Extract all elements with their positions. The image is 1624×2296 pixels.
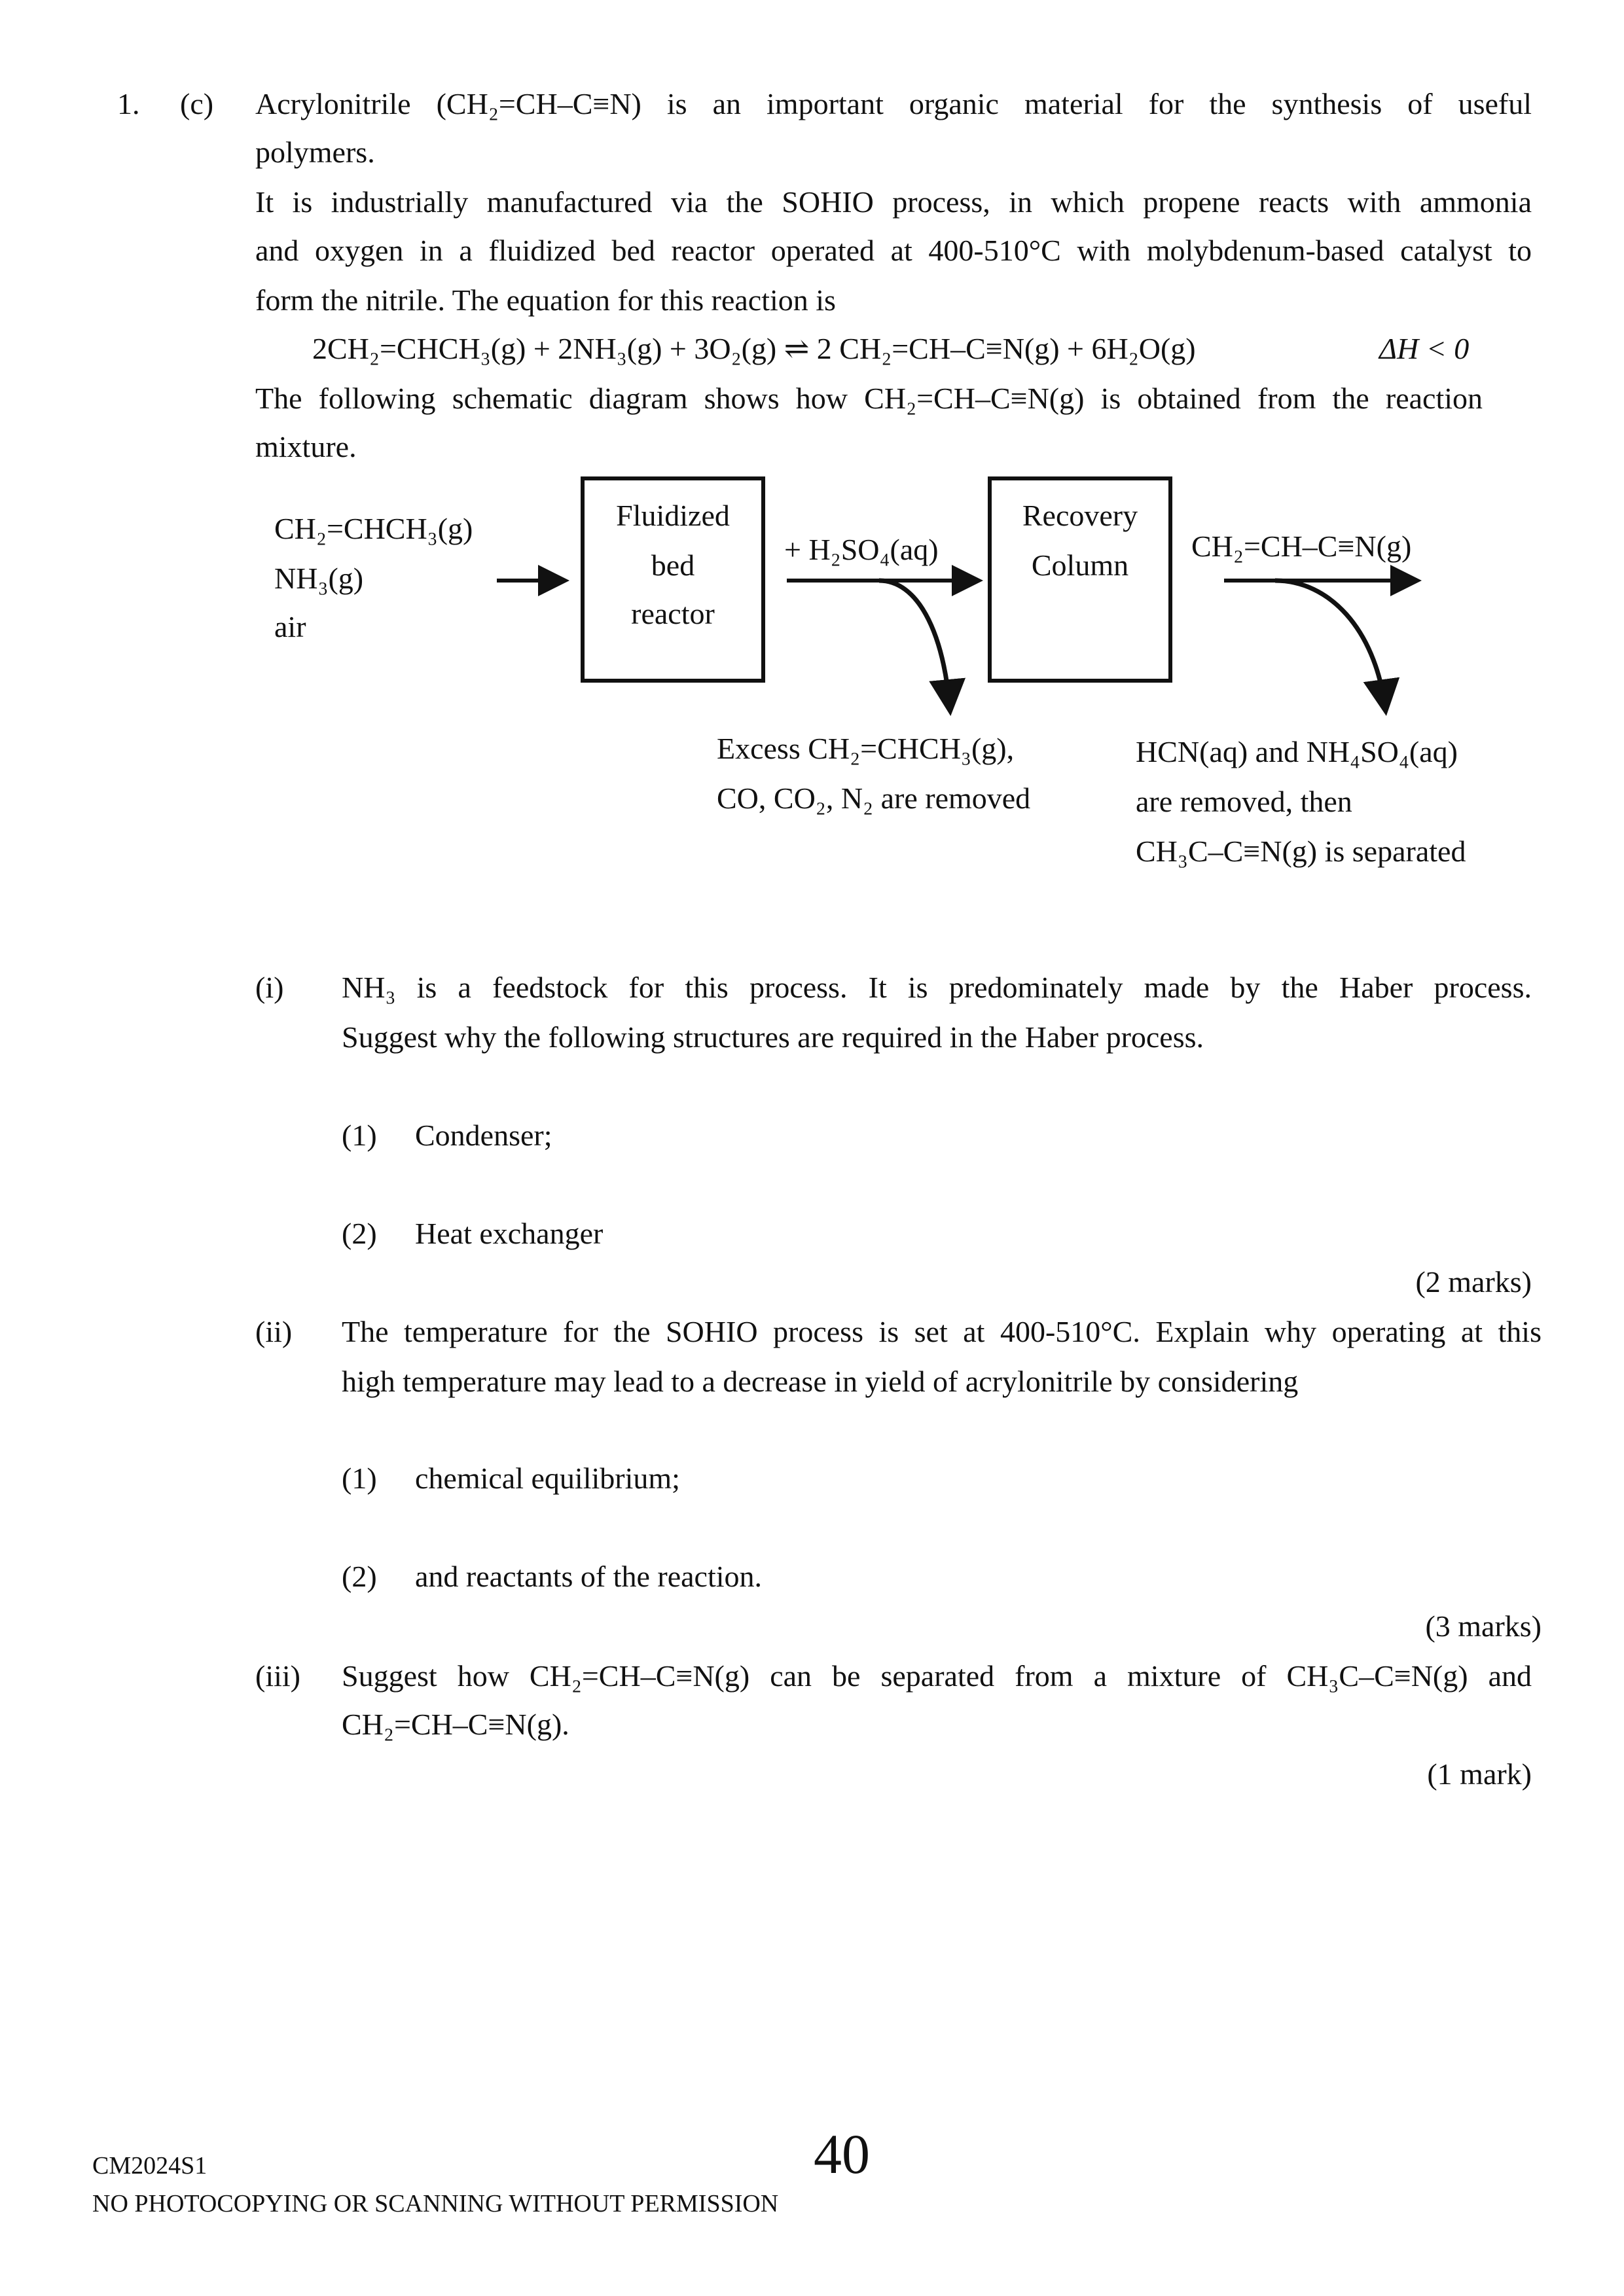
- part-ii-label: (ii): [255, 1315, 293, 1348]
- part-iii-text: Suggest how CH₂=CH–C≡N(g) can be separated from a mixture of CH₃C–C≡N(g) and: [342, 1659, 1532, 1693]
- sub-text: Heat exchanger: [415, 1217, 604, 1250]
- column-label: Recovery: [1022, 499, 1138, 532]
- page-number: 40: [814, 2123, 870, 2185]
- sub-label: (2): [342, 1217, 377, 1250]
- reagent-label: + H₂SO₄(aq): [784, 533, 939, 566]
- diagram-intro-line: The following schematic diagram shows how CH₂=CH–C≡N(g) is obtained from the reaction: [255, 382, 1483, 415]
- reactor-label: bed: [651, 548, 695, 582]
- part-i-label: (i): [255, 971, 284, 1004]
- part-i-text: NH₃ is a feedstock for this process. It is predominately made by the Haber process.: [342, 971, 1532, 1004]
- part-iii-text: CH₂=CH–C≡N(g).: [342, 1708, 569, 1741]
- input-propene: CH₂=CHCH₃(g): [274, 512, 473, 545]
- input-ammonia: NH₃(g): [274, 562, 364, 595]
- question-number: 1.: [117, 87, 140, 120]
- sub-label: (1): [342, 1462, 377, 1495]
- removed-label-2: are removed, then: [1136, 785, 1352, 818]
- reactor-label: reactor: [631, 597, 715, 630]
- sub-label: (1): [342, 1119, 377, 1152]
- removed-label-2: CH₃C–C≡N(g) is separated: [1136, 834, 1466, 868]
- part-iii-label: (iii): [255, 1659, 300, 1693]
- removed-label-1: Excess CH₂=CHCH₃(g),: [717, 732, 1015, 765]
- marks: (2 marks): [1415, 1265, 1532, 1299]
- intro-line: form the nitrile. The equation for this reaction is: [255, 283, 836, 317]
- part-ii-text: The temperature for the SOHIO process is set at 400-510°C. Explain why operating at this: [342, 1315, 1542, 1348]
- product-label: CH₂=CH–C≡N(g): [1191, 529, 1412, 563]
- intro-line: polymers.: [255, 135, 375, 169]
- column-label: Column: [1031, 548, 1129, 582]
- footer-notice: NO PHOTOCOPYING OR SCANNING WITHOUT PERMISSION: [92, 2190, 779, 2217]
- footer-code: CM2024S1: [92, 2152, 208, 2179]
- reactor-label: Fluidized: [616, 499, 730, 532]
- intro-line: and oxygen in a fluidized bed reactor operated at 400-510°C with molybdenum-based catalyst to: [255, 234, 1532, 267]
- diagram-intro-line: mixture.: [255, 430, 357, 463]
- input-air: air: [274, 610, 306, 643]
- part-ii-text: high temperature may lead to a decrease in yield of acrylonitrile by considering: [342, 1365, 1299, 1398]
- enthalpy-change: ΔH < 0: [1379, 332, 1470, 365]
- diagram-arrows: [0, 0, 1624, 785]
- reaction-equation: 2CH₂=CHCH₃(g) + 2NH₃(g) + 3O₂(g) ⇌ 2 CH₂=CH–C≡N(g) + 6H₂O(g): [312, 332, 1196, 365]
- marks: (3 marks): [1425, 1609, 1542, 1643]
- intro-line: It is industrially manufactured via the SOHIO process, in which propene reacts with ammonia: [255, 185, 1532, 219]
- curved-arrow-icon: [1275, 581, 1385, 707]
- sub-label: (2): [342, 1560, 377, 1593]
- removed-label-1: CO, CO₂, N₂ are removed: [717, 781, 1031, 815]
- sub-text: and reactants of the reaction.: [415, 1560, 763, 1593]
- sub-text: chemical equilibrium;: [415, 1462, 680, 1495]
- marks: (1 mark): [1427, 1757, 1532, 1791]
- question-part: (c): [180, 87, 214, 120]
- intro-line: Acrylonitrile (CH₂=CH–C≡N) is an important organic material for the synthesis of useful: [255, 87, 1532, 120]
- removed-label-2: HCN(aq) and NH₄SO₄(aq): [1136, 735, 1458, 768]
- curved-arrow-icon: [879, 581, 950, 707]
- part-i-text: Suggest why the following structures are required in the Haber process.: [342, 1020, 1204, 1054]
- sub-text: Condenser;: [415, 1119, 552, 1152]
